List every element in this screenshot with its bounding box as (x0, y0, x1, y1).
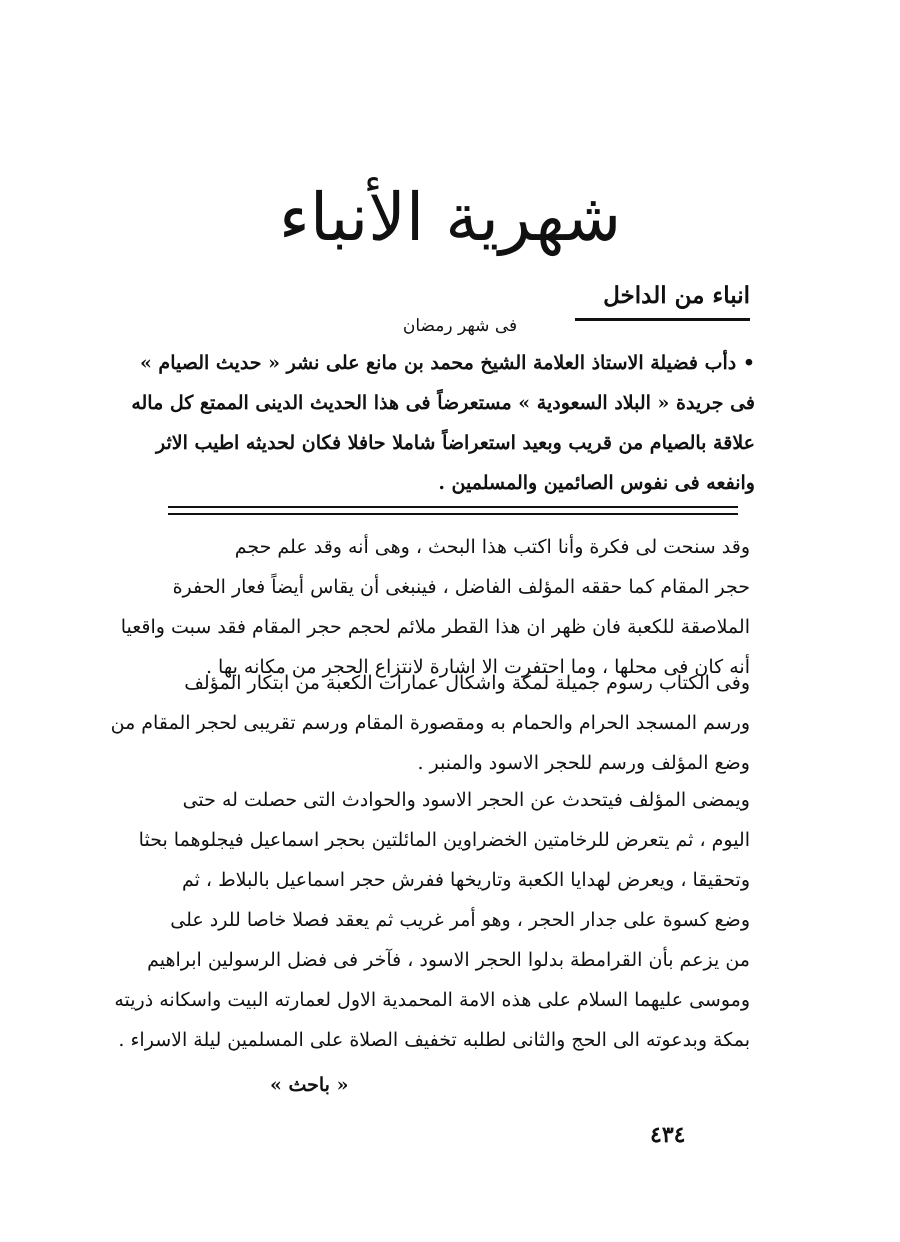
page-number: ٤٣٤ (650, 1122, 686, 1148)
paragraph-line: من يزعم بأن القرامطة بدلوا الحجر الاسود ، فآخر فى فضل الرسولين ابراهيم (147, 949, 750, 971)
section-divider (168, 506, 738, 508)
paragraph-line: وتحقيقا ، ويعرض لهدايا الكعبة وتاريخها ففرش حجر اسماعيل بالبلاط ، ثم (181, 869, 750, 891)
paragraph-line: وضع المؤلف ورسم للحجر الاسود والمنبر . (417, 752, 750, 774)
author-signature: « باحث » (270, 1074, 349, 1096)
page-title: شهرية الأنباء (278, 179, 622, 256)
intro-paragraph (131, 343, 755, 503)
body-paragraph (114, 780, 750, 1060)
paragraph-line: • دأب فضيلة الاستاذ العلامة الشيخ محمد بن مانع على نشر « حديث الصيام » (139, 352, 755, 374)
paragraph-line: فى جريدة « البلاد السعودية » مستعرضاً فى هذا الحديث الدينى الممتع كل ماله (131, 392, 755, 414)
paragraph-line: ورسم المسجد الحرام والحمام به ومقصورة المقام ورسم تقريبى لحجر المقام من (110, 712, 750, 734)
heading-underline (575, 318, 750, 321)
section-heading: انباء من الداخل (603, 282, 750, 309)
paragraph-line: وانفعه فى نفوس الصائمين والمسلمين . (438, 472, 755, 494)
section-divider (168, 513, 738, 515)
paragraph-line: أنه كان فى محلها ، وما احتفرت الا اشارة لانتزاع الحجر من مكانه بها . (205, 656, 750, 678)
body-paragraph (110, 663, 750, 783)
paragraph-line: بمكة وبدعوته الى الحج والثانى لطلبه تخفيف الصلاة على المسلمين ليلة الاسراء . (118, 1029, 750, 1051)
paragraph-line: وقد سنحت لى فكرة وأنا اكتب هذا البحث ، وهى أنه وقد علم حجم (234, 536, 750, 558)
paragraph-line: حجر المقام كما حققه المؤلف الفاضل ، فينبغى أن يقاس أيضاً فعار الحفرة (172, 576, 750, 598)
paragraph-line: وموسى عليهما السلام على هذه الامة المحمدية الاول لعمارته البيت واسكانه ذريته (114, 989, 750, 1011)
paragraph-line: اليوم ، ثم يتعرض للرخامتين الخضراوين المائلتين بحجر اسماعيل فيجلوهما بحثا (138, 829, 750, 851)
paragraph-line: الملاصقة للكعبة فان ظهر ان هذا القطر ملائم لحجم حجر المقام فقد سبت واقعيا (120, 616, 750, 638)
paragraph-line: وفى الكتاب رسوم جميلة لمكة واشكال عمارات الكعبة من ابتكار المؤلف (184, 672, 750, 694)
paragraph-line: علاقة بالصيام من قريب وبعيد استعراضاً شاملا حافلا فكان لحديثه اطيب الاثر (155, 432, 755, 454)
paragraph-line: وضع كسوة على جدار الحجر ، وهو أمر غريب ثم يعقد فصلا خاصا للرد على (170, 909, 750, 931)
paragraph-line: ويمضى المؤلف فيتحدث عن الحجر الاسود والحوادث التى حصلت له حتى (182, 789, 750, 811)
subheading: فى شهر رمضان (402, 316, 518, 336)
